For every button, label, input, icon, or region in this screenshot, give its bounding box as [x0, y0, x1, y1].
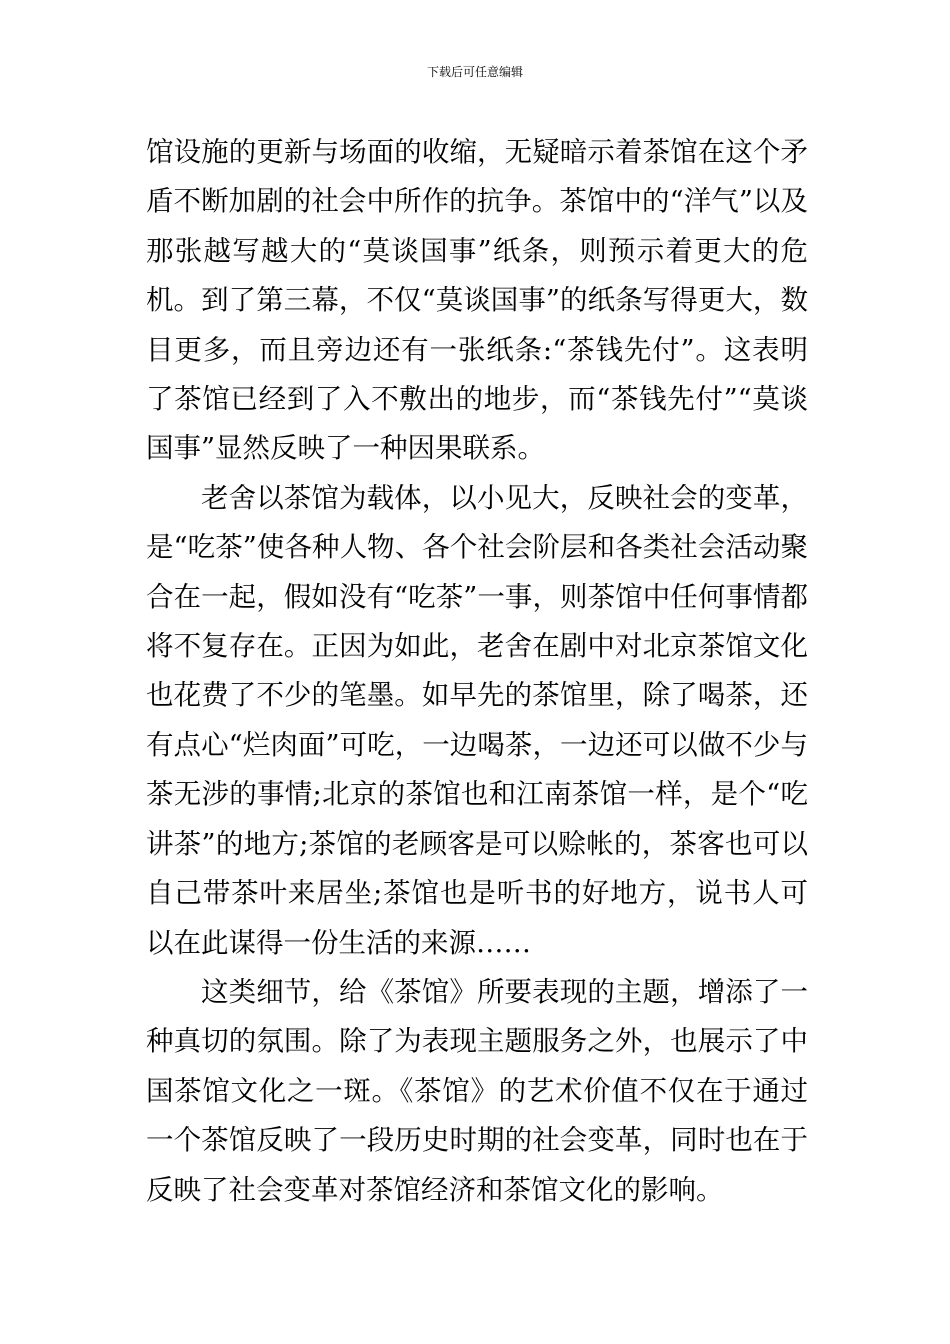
document-body: [146, 128, 808, 1215]
page-header: 下载后可任意编辑: [426, 65, 523, 79]
paragraph-2: 老舍以茶馆为载体，以小见大，反映社会的变革，是“吃茶”使各种人物、各个社会阶层和各类社会活动聚合在一起，假如没有“吃茶”一事，则茶馆中任何事情都将不复存在。正因为如此，老舍在剧中对北京茶馆文化也花费了不少的笔墨。如早先的茶馆里，除了喝茶，还有点心“烂肉面”可吃，一边喝茶，一边还可以做不少与茶无涉的事情;北京的茶馆也和江南茶馆一样，是个“吃讲茶”的地方;茶馆的老顾客是可以赊帐的，茶客也可以自己带茶叶来居坐;茶馆也是听书的好地方，说书人可以在此谋得一份生活的来源……: [146, 481, 808, 959]
paragraph-1: 馆设施的更新与场面的收缩，无疑暗示着茶馆在这个矛盾不断加剧的社会中所作的抗争。茶馆中的“洋气”以及那张越写越大的“莫谈国事”纸条，则预示着更大的危机。到了第三幕，不仅“莫谈国事”的纸条写得更大，数目更多，而且旁边还有一张纸条:“茶钱先付”。这表明了茶馆已经到了入不敷出的地步，而“茶钱先付”“莫谈国事”显然反映了一种因果联系。: [146, 136, 808, 465]
paragraph-3: 这类细节，给《茶馆》所要表现的主题，增添了一种真切的氛围。除了为表现主题服务之外，也展示了中国茶馆文化之一斑。《茶馆》的艺术价值不仅在于通过一个茶馆反映了一段历史时期的社会变革，同时也在于反映了社会变革对茶馆经济和茶馆文化的影响。: [146, 975, 808, 1206]
